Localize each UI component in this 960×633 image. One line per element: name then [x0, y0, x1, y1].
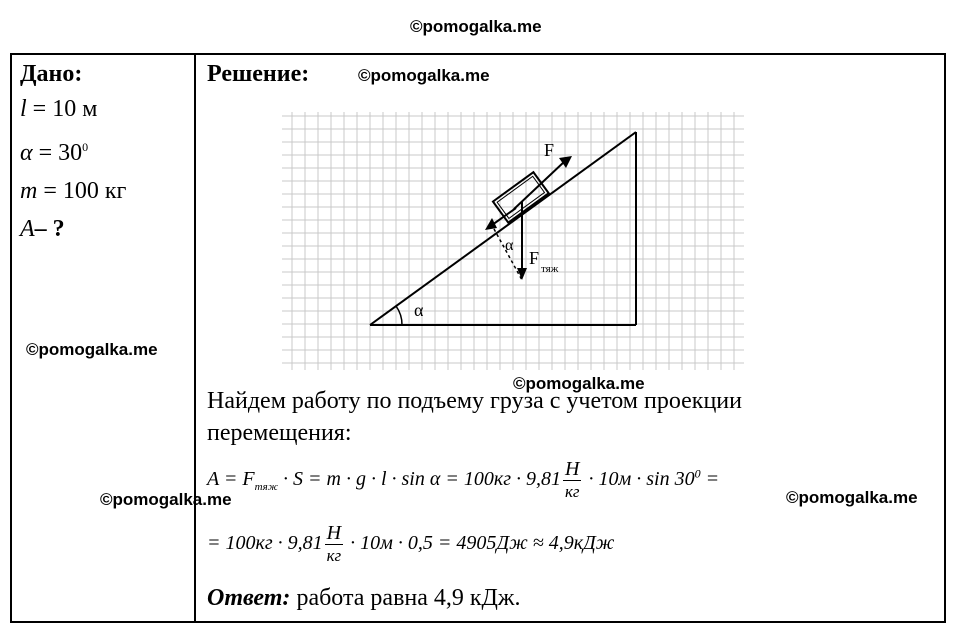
column-divider [194, 53, 196, 623]
formula-line1: $A = F_{тяж} \cdot S = m \cdot g \cdot l \cdot \sin \alpha = 100кг \cdot 9,81$ $\frac{Н}{кг}$ · $10м \cdot \sin 30^0$ = [207, 458, 720, 501]
watermark-solution: ©pomogalka.me [358, 66, 490, 85]
answer-label: Ответ: [207, 585, 291, 611]
fraction-N-kg: $\frac{Н}{кг}$ [564, 458, 580, 501]
alpha-bottom-label: α [414, 300, 424, 320]
answer-text: работа равна 4,9 кДж. [290, 585, 521, 611]
gravity-label: F [529, 248, 540, 268]
incline-diagram [282, 112, 744, 370]
angle-arc-bottom [396, 306, 402, 325]
watermark-formula-left: ©pomogalka.me [100, 490, 232, 509]
force-F-head [559, 156, 572, 168]
given-column [20, 58, 190, 248]
solution-text-line2: перемещения: [207, 420, 352, 446]
solution-header: Решение: [207, 61, 310, 87]
alpha-top-label: α [505, 237, 514, 254]
watermark-top: ©pomogalka.me [410, 17, 542, 36]
given-length: l = 10 м [20, 96, 98, 122]
given-mass: m = 100 кг [20, 178, 127, 204]
solution-text-line1: Найдем работу по подъему груза с учетом проекции [207, 388, 742, 414]
force-F-label: F [544, 140, 555, 160]
given-angle: $\alpha = 30^0$ [20, 140, 89, 166]
watermark-left: ©pomogalka.me [26, 340, 158, 359]
fraction-N-kg-2: $\frac{Н}{кг}$ [326, 522, 342, 565]
watermark-diagram: ©pomogalka.me [513, 374, 645, 393]
answer-line [207, 583, 521, 613]
incline-surface [370, 132, 636, 325]
gravity-sub-label: тяж [541, 263, 559, 275]
given-header: Дано: [20, 61, 83, 87]
watermark-formula-right: ©pomogalka.me [786, 488, 918, 507]
given-unknown: A– ? [20, 216, 65, 242]
formula-line2: = 100кг · 9,81 $\frac{Н}{кг}$ · 10м · 0,5 = 4905Дж ≈ 4,9кДж [207, 522, 615, 565]
